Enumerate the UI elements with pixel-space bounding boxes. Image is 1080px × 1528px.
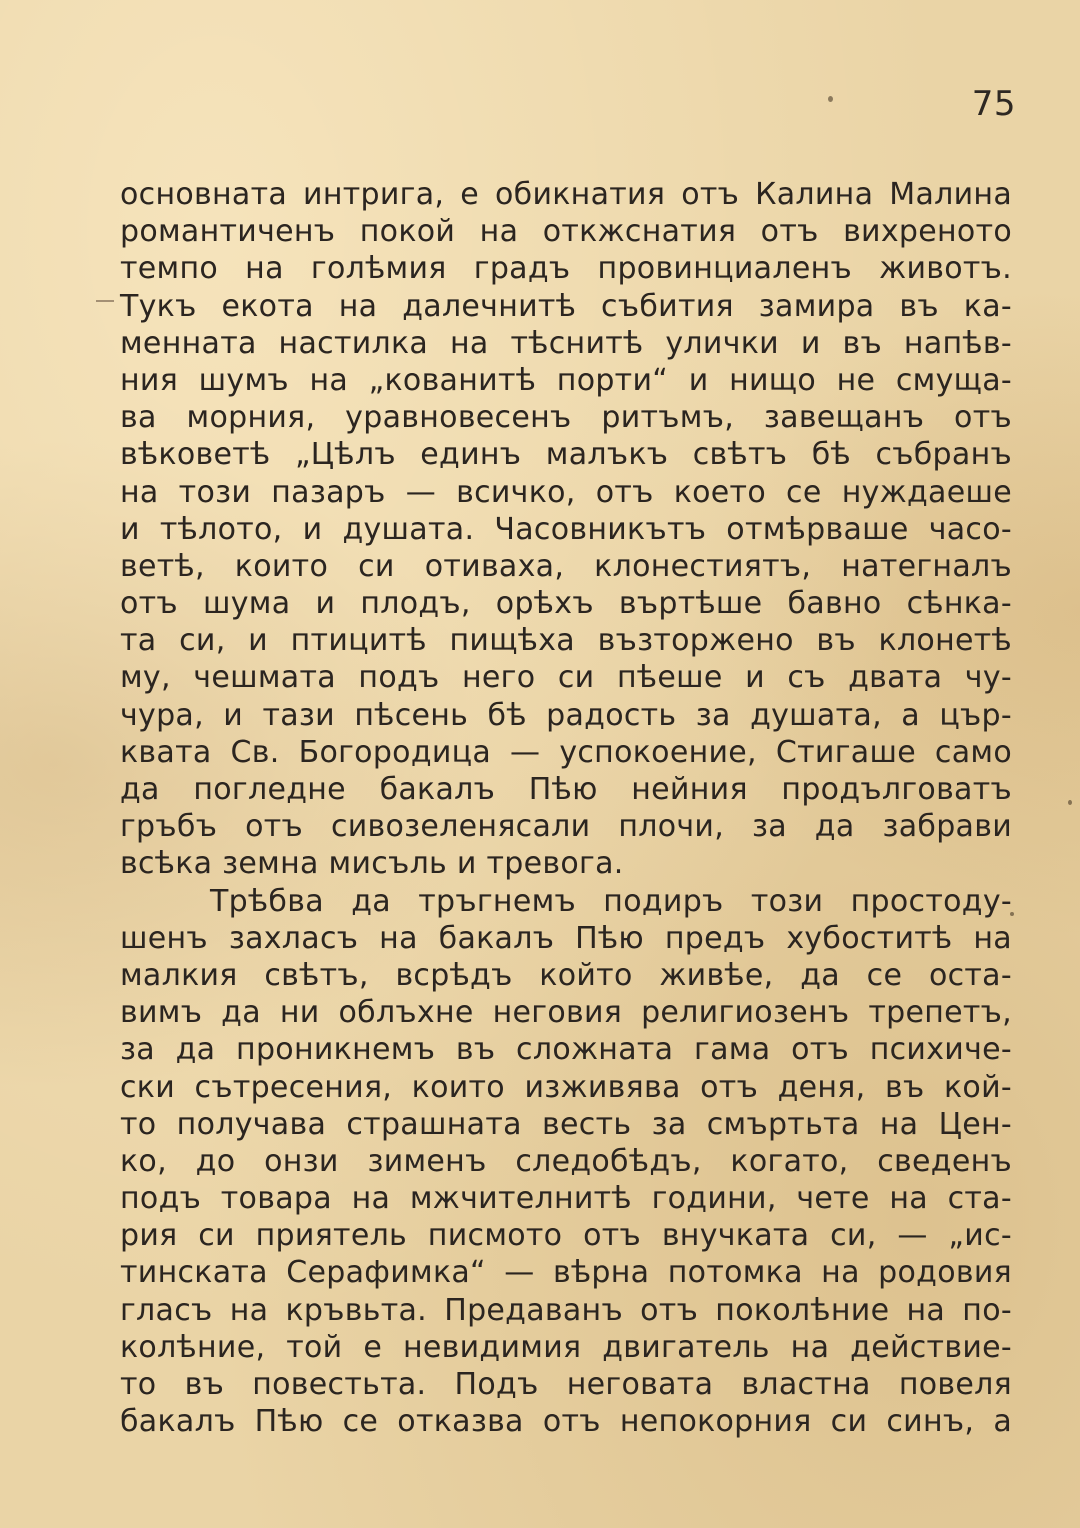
text-line: бакалъ Пѣю се отказва отъ непокорния си синъ, а bbox=[120, 1404, 1012, 1440]
margin-pencil-mark bbox=[96, 300, 114, 302]
text-line: менната настилка на тѣснитѣ улички и въ напѣв- bbox=[120, 325, 1012, 361]
text-line: ва морния, уравновесенъ ритъмъ, завещанъ отъ bbox=[120, 400, 1012, 436]
text-line: рия си приятель писмото отъ внучката си, — „ис- bbox=[120, 1218, 1012, 1254]
text-line: да погледне бакалъ Пѣю нейния продълговатъ bbox=[120, 772, 1012, 807]
text-line: ко, до онзи зименъ следобѣдъ, когато, сведенъ bbox=[120, 1143, 1012, 1179]
text-line: ветѣ, които си отиваха, клонестиятъ, натегналъ bbox=[120, 548, 1012, 584]
paper-speck bbox=[1068, 800, 1072, 805]
text-line: чура, и тази пѣсень бѣ радость за душата, а цър- bbox=[120, 697, 1012, 733]
paragraph bbox=[120, 176, 1012, 883]
page-number: 75 bbox=[971, 84, 1016, 124]
text-line: на този пазаръ — всичко, отъ което се нуждаеше bbox=[120, 474, 1012, 510]
text-line: малкия свѣтъ, всрѣдъ който живѣе, да се оста- bbox=[120, 957, 1012, 993]
text-line: му, чешмата подъ него си пѣеше и съ двата чу- bbox=[120, 660, 1012, 696]
text-line: основната интрига, е обикнатия отъ Калина Малина bbox=[120, 177, 1012, 212]
text-line: отъ шума и плодъ, орѣхъ въртѣше бавно сѣнка- bbox=[120, 586, 1012, 622]
text-line: Тукъ екота на далечнитѣ събития замира въ ка- bbox=[120, 288, 1012, 324]
text-line: та си, и птицитѣ пищѣха възторжено въ клонетѣ bbox=[120, 623, 1012, 659]
paragraph-container bbox=[120, 176, 1012, 1440]
text-line: гръбъ отъ сивозеленясали плочи, за да забрави bbox=[120, 809, 1012, 845]
text-line: то получава страшната весть за смъртьта на Цен- bbox=[120, 1106, 1012, 1142]
text-line: Трѣбва да тръгнемъ подиръ този простоду- bbox=[210, 883, 1012, 919]
body-text bbox=[120, 176, 1012, 1440]
text-line: за да проникнемъ въ сложната гама отъ психиче- bbox=[120, 1032, 1012, 1068]
text-line: подъ товара на мжчителнитѣ години, чете на ста- bbox=[120, 1181, 1012, 1217]
text-line: шенъ захласъ на бакалъ Пѣю предъ хубоститѣ на bbox=[120, 920, 1012, 956]
text-line: гласъ на кръвьта. Предаванъ отъ поколѣние на по- bbox=[120, 1292, 1012, 1328]
text-line: вимъ да ни облъхне неговия религиозенъ трепетъ, bbox=[120, 995, 1012, 1031]
text-line: и тѣлото, и душата. Часовникътъ отмѣрваше часо- bbox=[120, 511, 1012, 547]
text-line: всѣка земна мисъль и тревога. bbox=[120, 846, 624, 882]
text-line: вѣковетѣ „Цѣлъ единъ малъкъ свѣтъ бѣ събранъ bbox=[120, 437, 1012, 473]
paragraph bbox=[120, 883, 1012, 1441]
text-line: романтиченъ покой на откжснатия отъ вихреното bbox=[120, 214, 1012, 250]
text-line: ски сътресения, които изживява отъ деня, въ кой- bbox=[120, 1069, 1012, 1105]
text-line: колѣние, той е невидимия двигатель на действие- bbox=[120, 1329, 1012, 1365]
text-line: ния шумъ на „кованитѣ порти“ и нищо не смуща- bbox=[120, 362, 1012, 398]
text-line: то въ повестьта. Подъ неговата властна повеля bbox=[120, 1367, 1012, 1402]
paper-speck bbox=[828, 96, 833, 102]
text-line: темпо на голѣмия градъ провинциаленъ животъ. bbox=[120, 251, 1012, 287]
text-line: квата Св. Богородица — успокоение, Стигаше само bbox=[120, 734, 1012, 770]
text-line: тинската Серафимка“ — вѣрна потомка на родовия bbox=[120, 1255, 1012, 1291]
